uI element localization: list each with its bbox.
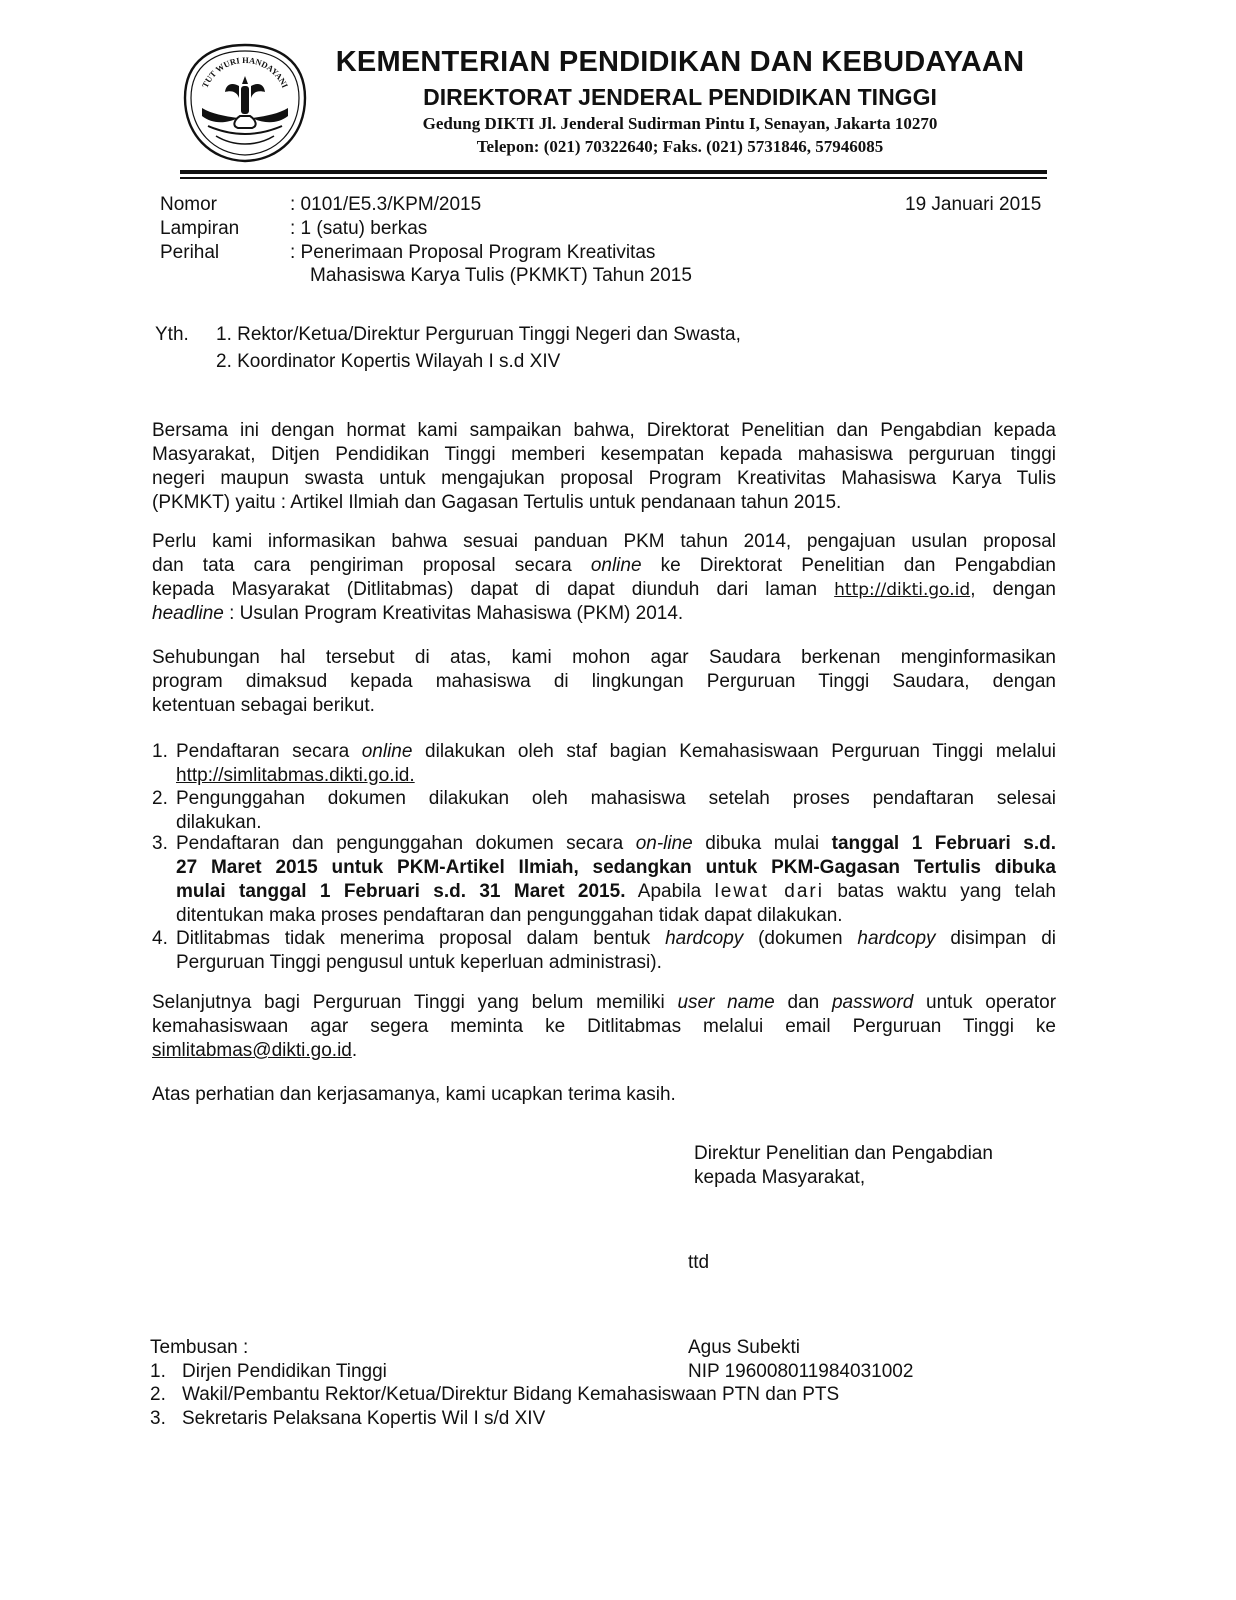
list-number: 2. — [152, 788, 168, 809]
paragraph-text: ke Direktorat Penelitian dan Pengabdian — [660, 555, 1056, 576]
list-spaced-text: lewat dari — [714, 881, 824, 902]
paragraph-text: , dengan — [970, 579, 1056, 600]
dikti-link[interactable]: http://dikti.go.id — [834, 580, 971, 600]
paragraph-text: untuk operator — [926, 992, 1057, 1013]
address-line: Gedung DIKTI Jl. Jenderal Sudirman Pintu I, Senayan, Jakarta 10270 — [422, 114, 938, 133]
list-text: dilakukan. — [176, 812, 262, 833]
list-text: Perguruan Tinggi pengusul untuk keperluan administrasi). — [176, 952, 662, 973]
paragraph-line: Perlu kami informasikan bahwa sesuai panduan PKM tahun 2014, pengajuan usulan proposal — [152, 531, 1056, 552]
letter-date: 19 Januari 2015 — [905, 194, 1042, 215]
list-text: ditentukan maka proses pendaftaran dan pengunggahan tidak dapat dilakukan. — [176, 905, 843, 926]
paragraph-line: negeri maupun swasta untuk mengajukan proposal Program Kreativitas Mahasiswa Karya Tulis — [152, 468, 1056, 489]
paragraph-text: : Usulan Program Kreativitas Mahasiswa (PKM) 2014. — [229, 603, 684, 624]
list-text: batas waktu yang telah — [837, 881, 1056, 902]
lampiran-label: Lampiran — [160, 218, 240, 239]
paragraph-line: program dimaksud kepada mahasiswa di lingkungan Perguruan Tinggi Saudara, dengan — [152, 671, 1056, 692]
signatory-name: Agus Subekti — [688, 1337, 800, 1358]
emphasis-online: online — [590, 555, 642, 576]
recipient-item-2: 2. Koordinator Kopertis Wilayah I s.d XIV — [216, 351, 561, 372]
perihal-value-line-2: Mahasiswa Karya Tulis (PKMKT) Tahun 2015 — [310, 265, 692, 286]
list-item-2 — [176, 787, 1056, 835]
cc-item-3: Sekretaris Pelaksana Kopertis Wil I s/d XIV — [182, 1408, 546, 1429]
nomor-value: : 0101/E5.3/KPM/2015 — [290, 194, 482, 215]
lampiran-value: : 1 (satu) berkas — [290, 218, 428, 239]
email-link[interactable]: simlitabmas@dikti.go.id — [152, 1040, 352, 1061]
perihal-label: Perihal — [160, 242, 220, 263]
emphasis-hardcopy: hardcopy — [665, 928, 744, 949]
paragraph-line: Masyarakat, Ditjen Pendidikan Tinggi memberi kesempatan kepada mahasiswa perguruan tinggi — [152, 444, 1056, 465]
paragraph-request — [152, 646, 1056, 718]
paragraph-text: dan — [787, 992, 820, 1013]
paragraph-text: . — [351, 1040, 358, 1061]
paragraph-intro — [152, 419, 1056, 515]
list-text: Ditlitabmas tidak menerima proposal dalam bentuk — [176, 928, 651, 949]
paragraph-account — [152, 991, 1056, 1063]
emphasis-headline: headline — [152, 603, 224, 624]
emphasis-user-name: user name — [677, 992, 775, 1013]
header-divider-thin — [180, 177, 1047, 179]
ministry-name: KEMENTERIAN PENDIDIKAN DAN KEBUDAYAAN — [335, 46, 1025, 78]
list-text: dibuka mulai — [705, 833, 820, 854]
recipient-label: Yth. — [155, 324, 189, 345]
paragraph-line: ketentuan sebagai berikut. — [152, 695, 375, 716]
header-divider-thick — [180, 170, 1047, 174]
list-item-4 — [176, 927, 1056, 975]
tut-wuri-handayani-logo-icon — [182, 42, 308, 164]
signature-ttd: ttd — [688, 1252, 710, 1273]
cc-label: Tembusan : — [150, 1337, 249, 1358]
paragraph-line: Sehubungan hal tersebut di atas, kami mohon agar Saudara berkenan menginformasikan — [152, 647, 1056, 668]
perihal-value-line-1: : Penerimaan Proposal Program Kreativitas — [290, 242, 656, 263]
signatory-title-line-1: Direktur Penelitian dan Pengabdian — [694, 1143, 993, 1164]
list-bold-text: 27 Maret 2015 untuk PKM-Artikel Ilmiah, sedangkan untuk PKM-Gagasan Tertulis dibuka — [176, 857, 1056, 878]
svg-text:TUT WURI HANDAYANI — [200, 55, 291, 90]
list-bold-text: tanggal 1 Februari s.d. — [831, 833, 1056, 854]
cc-item-2: Wakil/Pembantu Rektor/Ketua/Direktur Bidang Kemahasiswaan PTN dan PTS — [182, 1384, 840, 1405]
emphasis-online: on-line — [635, 833, 693, 854]
emphasis-password: password — [831, 992, 914, 1013]
simlitabmas-link[interactable]: http://simlitabmas.dikti.go.id. — [176, 765, 415, 786]
list-text: (dokumen — [758, 928, 843, 949]
paragraph-info — [152, 530, 1056, 626]
cc-number: 1. — [150, 1361, 166, 1382]
cc-item-1: Dirjen Pendidikan Tinggi — [182, 1361, 387, 1382]
list-text: dilakukan oleh staf bagian Kemahasiswaan Perguruan Tinggi melalui — [425, 741, 1057, 762]
paragraph-line: kemahasiswaan agar segera meminta ke Ditlitabmas melalui email Perguruan Tinggi ke — [152, 1016, 1056, 1037]
list-text: Pendaftaran dan pengunggahan dokumen secara — [176, 833, 624, 854]
paragraph-line: (PKMKT) yaitu : Artikel Ilmiah dan Gagasan Tertulis untuk pendanaan tahun 2015. — [152, 492, 842, 513]
closing-line: Atas perhatian dan kerjasamanya, kami ucapkan terima kasih. — [152, 1084, 676, 1105]
list-text: Apabila — [637, 881, 702, 902]
list-item-3 — [176, 832, 1056, 928]
logo-motto: TUT WURI HANDAYANI — [199, 54, 291, 90]
list-bold-text: mulai tanggal 1 Februari s.d. 31 Maret 2015. — [176, 881, 626, 902]
list-text: disimpan di — [950, 928, 1057, 949]
nomor-label: Nomor — [160, 194, 218, 215]
paragraph-line: Bersama ini dengan hormat kami sampaikan bahwa, Direktorat Penelitian dan Pengabdian kepada — [152, 420, 1056, 441]
cc-number: 3. — [150, 1408, 166, 1429]
list-text: Pengunggahan dokumen dilakukan oleh mahasiswa setelah proses pendaftaran selesai — [176, 788, 1056, 809]
list-number: 3. — [152, 833, 168, 854]
emphasis-hardcopy: hardcopy — [857, 928, 936, 949]
paragraph-text: dan tata cara pengiriman proposal secara — [152, 555, 572, 576]
emphasis-online: online — [361, 741, 413, 762]
directorate-name: DIREKTORAT JENDERAL PENDIDIKAN TINGGI — [423, 84, 937, 110]
list-number: 4. — [152, 928, 168, 949]
paragraph-text: kepada Masyarakat (Ditlitabmas) dapat di dapat diunduh dari laman — [152, 579, 818, 600]
paragraph-text: Selanjutnya bagi Perguruan Tinggi yang belum memiliki — [152, 992, 665, 1013]
signatory-nip: NIP 196008011984031002 — [688, 1361, 914, 1382]
list-number: 1. — [152, 741, 168, 762]
list-item-1 — [176, 740, 1056, 788]
phone-line: Telepon: (021) 70322640; Faks. (021) 5731846, 57946085 — [476, 137, 884, 156]
cc-number: 2. — [150, 1384, 166, 1405]
signatory-title-line-2: kepada Masyarakat, — [694, 1167, 866, 1188]
recipient-item-1: 1. Rektor/Ketua/Direktur Perguruan Tinggi Negeri dan Swasta, — [216, 324, 741, 345]
list-text: Pendaftaran secara — [176, 741, 350, 762]
